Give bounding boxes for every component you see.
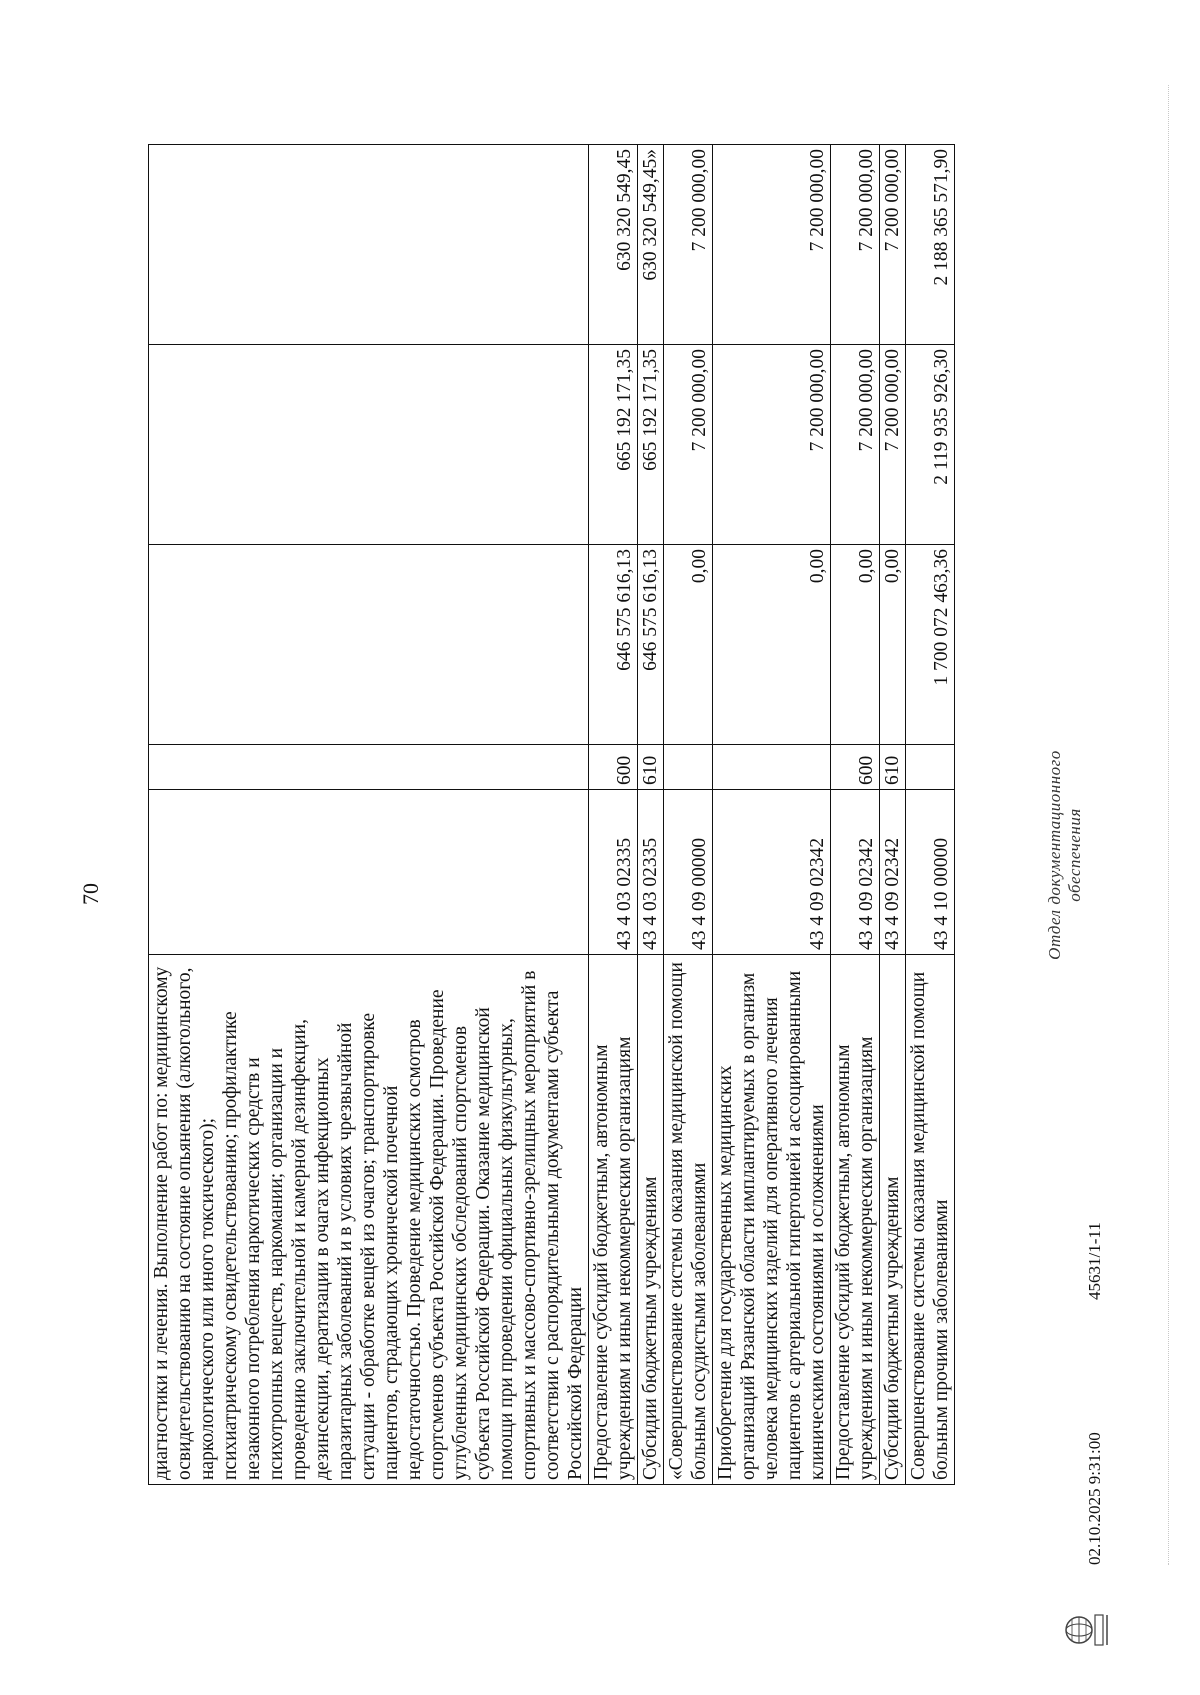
department-stamp	[1045, 705, 1085, 1005]
row-description: «Совершенствование системы оказания медицинской помощи больным сосудистыми заболеваниями	[664, 955, 713, 1485]
budget-table	[148, 144, 955, 1485]
amount-year-1: 0,00	[831, 545, 880, 745]
amount-year-3: 7 200 000,00	[713, 145, 831, 345]
amount-year-2: 7 200 000,00	[880, 345, 906, 545]
row-description: диагностики и лечения. Выполнение работ по: медицинскому освидетельствованию на состояние опьянения (алкогольного, наркологического или иного токсического); психиатрическому освидетельствованию; профилактике незаконного потребления наркотических средств и психотропных веществ, наркомании; организации и проведению заключительной и камерной дезинфекции, дезинсекции, дератизации в очагах инфекционных паразитарных заболеваний и в условиях чрезвычайной ситуации - обработке вещей из очагов; транспортировке пациентов, страдающих хронической почечной недостаточностью. Проведение медицинских осмотров спортсменов субъекта Российской Федерации. Проведение углубленных медицинских обследований спортсменов субъекта Российской Федерации. Оказание медицинской помощи при проведении официальных физкультурных, спортивных и массово-спортивно-зрелищных мероприятий в соответствии с распорядительными документами субъекта Российской Федерации	[149, 955, 589, 1485]
target-article-code: 43 4 09 00000	[664, 790, 713, 955]
stamp-line-2: обеспечения	[1065, 808, 1084, 902]
amount-year-1	[149, 545, 589, 745]
row-description: Субсидии бюджетным учреждениям	[880, 955, 906, 1485]
page-number: 70	[78, 883, 103, 905]
amount-year-1: 0,00	[664, 545, 713, 745]
table-row	[664, 145, 713, 1485]
expense-type-code: 610	[880, 745, 906, 790]
expense-type-code: 600	[589, 745, 638, 790]
target-article-code: 43 4 09 02342	[880, 790, 906, 955]
table-row	[713, 145, 831, 1485]
amount-year-1: 646 575 616,13	[638, 545, 664, 745]
row-description: Приобретение для государственных медицинских организаций Рязанской области имплантируемых в организм человека медицинских изделий для оперативного лечения пациентов с артериальной гипертонией и ассоциированными клиническими состояниями и осложнениями	[713, 955, 831, 1485]
footer-document-code: 45631/1-11	[1085, 1222, 1104, 1300]
amount-year-2: 665 192 171,35	[638, 345, 664, 545]
target-article-code: 43 4 09 02342	[831, 790, 880, 955]
amount-year-1: 1 700 072 463,36	[906, 545, 955, 745]
amount-year-3: 7 200 000,00	[880, 145, 906, 345]
expense-type-code	[906, 745, 955, 790]
expense-type-code: 600	[831, 745, 880, 790]
scan-artifact-divider	[1168, 85, 1169, 1565]
table-row	[589, 145, 638, 1485]
amount-year-1: 0,00	[880, 545, 906, 745]
stamp-line-1: Отдел документационного	[1045, 750, 1064, 960]
amount-year-2: 2 119 935 926,30	[906, 345, 955, 545]
row-description: Совершенствование системы оказания медицинской помощи больным прочими заболеваниями	[906, 955, 955, 1485]
amount-year-2: 7 200 000,00	[831, 345, 880, 545]
amount-year-3: 630 320 549,45»	[638, 145, 664, 345]
amount-year-1: 0,00	[713, 545, 831, 745]
footer-date: 02.10.2025 9:31:00	[1085, 1432, 1104, 1565]
amount-year-2: 7 200 000,00	[664, 345, 713, 545]
target-article-code: 43 4 03 02335	[638, 790, 664, 955]
table-row	[831, 145, 880, 1485]
amount-year-2: 665 192 171,35	[589, 345, 638, 545]
expense-type-code	[664, 745, 713, 790]
target-article-code	[149, 790, 589, 955]
row-description: Субсидии бюджетным учреждениям	[638, 955, 664, 1485]
target-article-code: 43 4 10 00000	[906, 790, 955, 955]
amount-year-2	[149, 345, 589, 545]
amount-year-2: 7 200 000,00	[713, 345, 831, 545]
expense-type-code: 610	[638, 745, 664, 790]
table-row	[149, 145, 589, 1485]
expense-type-code	[713, 745, 831, 790]
amount-year-3: 7 200 000,00	[664, 145, 713, 345]
amount-year-3: 2 188 365 571,90	[906, 145, 955, 345]
target-article-code: 43 4 03 02335	[589, 790, 638, 955]
amount-year-3	[149, 145, 589, 345]
organization-logo-icon	[1055, 1601, 1113, 1659]
table-row	[638, 145, 664, 1485]
target-article-code: 43 4 09 02342	[713, 790, 831, 955]
amount-year-1: 646 575 616,13	[589, 545, 638, 745]
row-description: Предоставление субсидий бюджетным, автономным учреждениям и иным некоммерческим организациям	[831, 955, 880, 1485]
table-row	[880, 145, 906, 1485]
expense-type-code	[149, 745, 589, 790]
amount-year-3: 630 320 549,45	[589, 145, 638, 345]
table-row	[906, 145, 955, 1485]
amount-year-3: 7 200 000,00	[831, 145, 880, 345]
row-description: Предоставление субсидий бюджетным, автономным учреждениям и иным некоммерческим организациям	[589, 955, 638, 1485]
